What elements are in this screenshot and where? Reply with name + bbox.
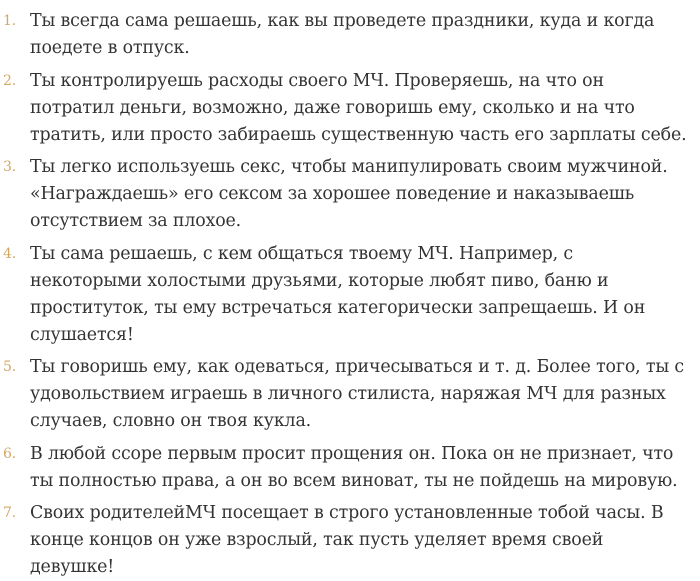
- list-text: В любой ссоре первым просит прощения он. Пока он не признает, что ты полностью права, а он во всем виноват, ты не пойдешь на мировую.: [30, 443, 678, 491]
- list-text: Ты сама решаешь, с кем общаться твоему МЧ. Например, с некоторыми холостыми друзьями, которые любят пиво, баню и проституток, ты ему встречаться категорически запрещаешь. И он слушается!: [30, 243, 646, 345]
- list-text: Своих родителейМЧ посещает в строго установленные тобой часы. В конце концов он уже взрослый, так пусть уделяет время своей девушке!: [30, 503, 664, 577]
- list-text: Ты контролируешь расходы своего МЧ. Проверяешь, на что он потратил деньги, возможно, даже говоришь ему, сколько и на что тратить, или просто забираешь существенную часть его зарплаты себе.: [30, 70, 687, 145]
- list-number: 2.: [2, 72, 16, 89]
- list-number: 3.: [2, 159, 16, 175]
- list-item: [2, 8, 690, 62]
- list-item: [2, 500, 690, 581]
- list-item: [2, 241, 690, 349]
- list-text: Ты всегда сама решаешь, как вы проведете праздники, куда и когда поедете в отпуск.: [30, 11, 655, 58]
- list-number: 4.: [2, 245, 16, 262]
- list-number: 5.: [2, 359, 16, 375]
- list-number: 1.: [2, 13, 16, 29]
- list-item: [2, 354, 690, 435]
- list-text: Ты говоришь ему, как одеваться, причесываться и т. д. Более того, ты с удовольствием играешь в личного стилиста, наряжая МЧ для разных случаев, словно он твоя кукла.: [30, 357, 685, 431]
- list-item: [2, 441, 690, 495]
- list-text: Ты легко используешь секс, чтобы манипулировать своим мужчиной. «Награждаешь» его сексом за хорошее поведение и наказываешь отсутствием за плохое.: [30, 157, 668, 231]
- list-item: [2, 154, 690, 235]
- list-item: [2, 68, 690, 149]
- list-number: 7.: [2, 505, 16, 521]
- list-number: 6.: [2, 445, 16, 462]
